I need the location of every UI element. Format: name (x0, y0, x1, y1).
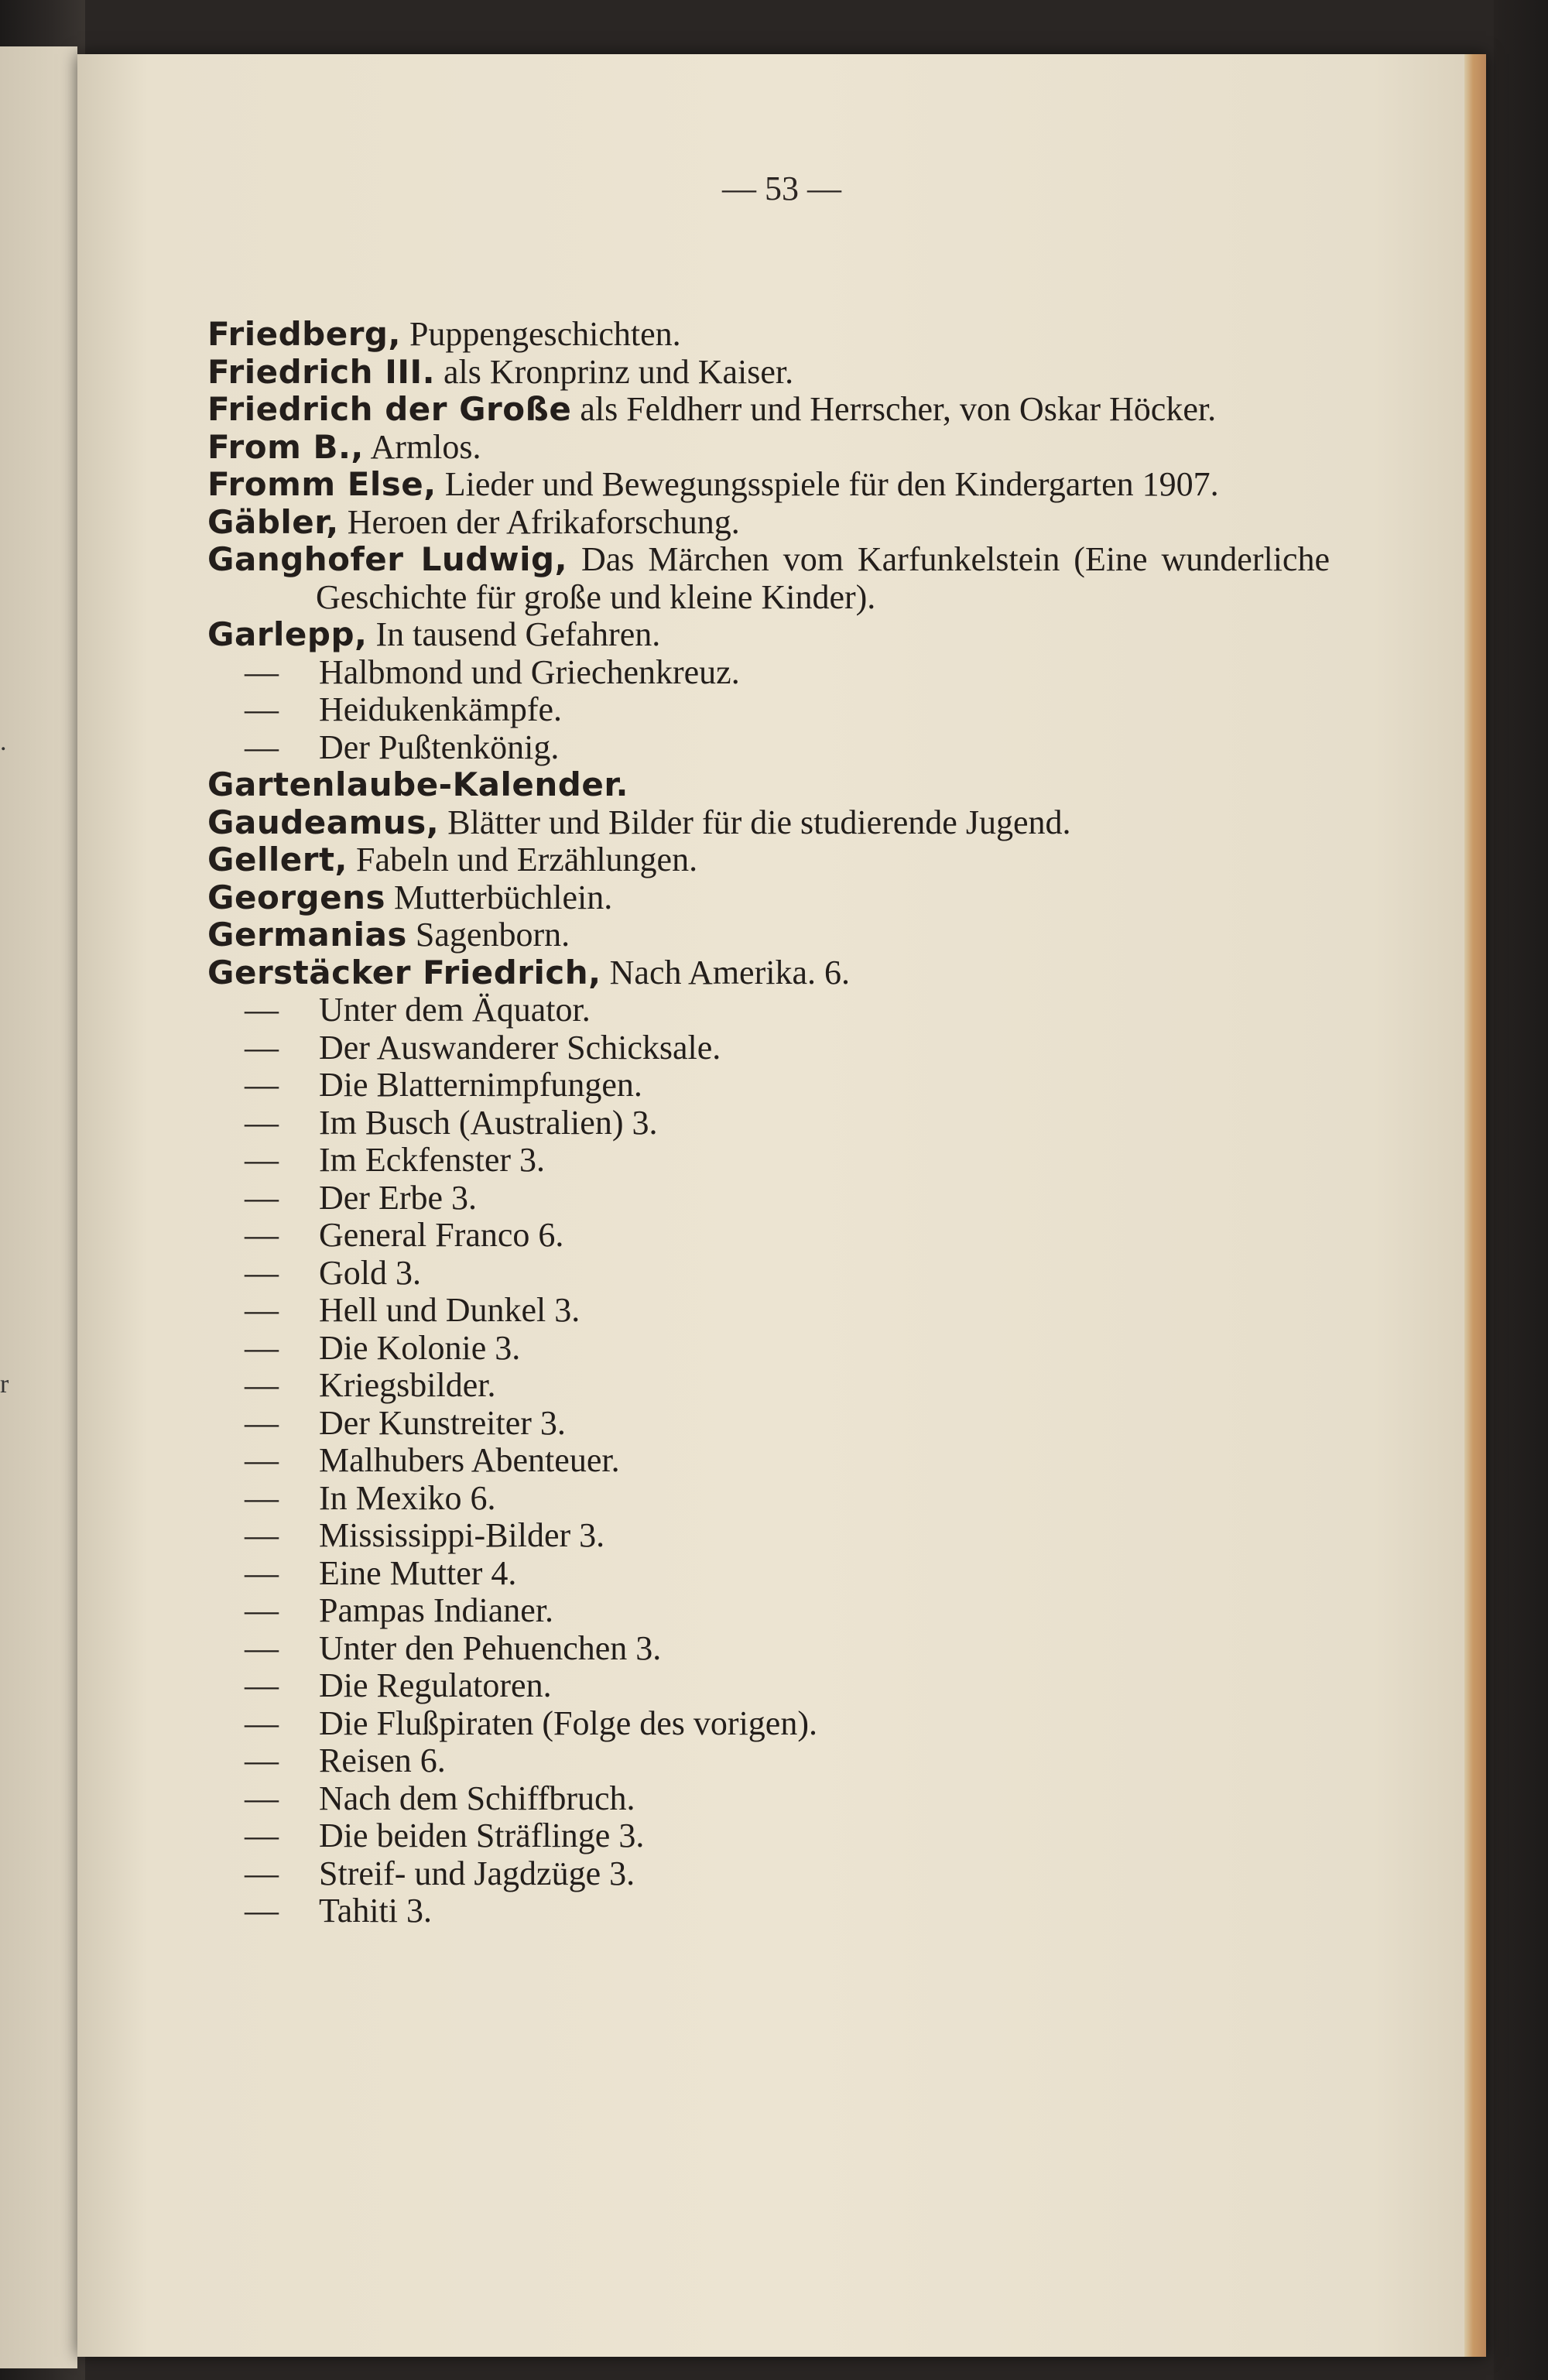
catalog-entry (207, 954, 1330, 992)
catalog-entry (207, 316, 1330, 354)
dash-mark: — (245, 991, 279, 1029)
entry-author: Gaudeamus, (207, 803, 440, 841)
sub-entry (207, 729, 1330, 767)
sub-entry (207, 1817, 1330, 1855)
dash-mark: — (245, 1478, 279, 1517)
sub-entry (207, 1892, 1330, 1930)
facing-page-mark: . (0, 728, 7, 756)
dash-mark: — (245, 1103, 279, 1142)
dash-mark: — (245, 1591, 279, 1629)
sub-entry-title: Im Eckfenster 3. (319, 1141, 545, 1179)
sub-entry-title: Streif- und Jagdzüge 3. (319, 1854, 635, 1892)
entry-title: Lieder und Bewegungsspiele für den Kindergarten 1907. (436, 465, 1219, 503)
entry-title: Nach Amerika. 6. (601, 953, 850, 991)
entry-title: Puppengeschichten. (400, 315, 681, 353)
sub-entry (207, 1592, 1330, 1630)
entry-title: Sagenborn. (406, 916, 570, 954)
sub-entry-title: Nach dem Schiffbruch. (319, 1779, 635, 1817)
dash-mark: — (245, 1141, 279, 1179)
catalog-entries (207, 316, 1330, 1930)
entry-title: Armlos. (363, 427, 481, 466)
entry-author: From B., (207, 427, 364, 466)
page-number: — 53 — (722, 170, 841, 207)
dash-mark: — (245, 1178, 279, 1217)
sub-entry-title: Tahiti 3. (319, 1892, 433, 1930)
entry-author: Ganghofer Ludwig, (207, 540, 568, 578)
entry-author: Gäbler, (207, 502, 339, 541)
sub-entry (207, 1367, 1330, 1405)
sub-entry-title: Hell und Dunkel 3. (319, 1291, 580, 1329)
entry-title: Heroen der Afrikaforschung. (338, 502, 740, 541)
sub-entry-title: Reisen 6. (319, 1741, 446, 1779)
sub-entry (207, 1029, 1330, 1067)
sub-entry-title: Der Auswanderer Schicksale. (319, 1028, 721, 1067)
sub-entry-title: Gold 3. (319, 1253, 421, 1292)
sub-entry (207, 1555, 1330, 1593)
gerstaecker-subentries (207, 991, 1330, 1930)
dash-mark: — (245, 1366, 279, 1404)
sub-entry-title: General Franco 6. (319, 1216, 564, 1254)
sub-entry (207, 1480, 1330, 1518)
entry-author: Friedberg, (207, 315, 401, 353)
sub-entry (207, 1104, 1330, 1142)
entry-title: Fabeln und Erzählungen. (347, 841, 698, 878)
entry-author: Georgens (207, 878, 385, 916)
entry-author: Friedrich III. (207, 352, 436, 391)
sub-entry (207, 1330, 1330, 1368)
dash-mark: — (245, 1553, 279, 1592)
facing-page-edge (0, 46, 77, 2368)
sub-entry (207, 1667, 1330, 1705)
book-page (77, 54, 1486, 2357)
entry-author: Gellert, (207, 841, 348, 878)
background-right (1494, 0, 1548, 2380)
entry-author: Germanias (207, 916, 407, 954)
sub-entry-title: Malhubers Abenteuer. (319, 1441, 620, 1479)
catalog-entry (207, 841, 1330, 879)
sub-entry-title: Unter dem Äquator. (319, 991, 591, 1029)
catalog-entry (207, 354, 1330, 392)
sub-entry-title: Der Pußtenkönig. (319, 728, 560, 766)
sub-entry-title: Der Kunstreiter 3. (319, 1403, 566, 1442)
sub-entry (207, 1292, 1330, 1330)
entry-title: Das Märchen vom Karfunkelstein (Eine wunderliche Geschichte für große und kleine Kinder). (316, 540, 1330, 616)
entry-title: Blätter und Bilder für die studierende Jugend. (439, 803, 1071, 841)
dash-mark: — (245, 1028, 279, 1067)
sub-entry (207, 1255, 1330, 1293)
catalog-entry (207, 804, 1330, 842)
sub-entry (207, 1405, 1330, 1443)
catalog-entry (207, 504, 1330, 542)
sub-entry-title: Pampas Indianer. (319, 1591, 554, 1629)
catalog-entry (207, 916, 1330, 954)
dash-mark: — (245, 690, 279, 728)
catalog-entry (207, 429, 1330, 467)
entry-author: Fromm Else, (207, 465, 437, 503)
sub-entry-title: Heidukenkämpfe. (319, 690, 562, 728)
sub-entry-title: Eine Mutter 4. (319, 1553, 517, 1592)
entry-title: Mutterbüchlein. (385, 878, 613, 916)
entry-author: Friedrich der Große (207, 390, 572, 428)
sub-entry-title: Die beiden Sträflinge 3. (319, 1817, 645, 1854)
catalog-entry (207, 541, 1330, 616)
catalog-entry (207, 879, 1330, 917)
entry-author: Gartenlaube-Kalender. (207, 765, 629, 803)
catalog-entry (207, 616, 1330, 654)
catalog-entry (207, 766, 1330, 804)
dash-mark: — (245, 1441, 279, 1479)
sub-entry (207, 1705, 1330, 1743)
catalog-entry (207, 466, 1330, 504)
sub-entry (207, 1780, 1330, 1818)
sub-entry (207, 1217, 1330, 1255)
page-edge (1464, 54, 1486, 2357)
dash-mark: — (245, 1291, 279, 1329)
sub-entry-title: Unter den Pehuenchen 3. (319, 1628, 662, 1667)
dash-mark: — (245, 1516, 279, 1554)
entry-title: als Feldherr und Herrscher, von Oskar Höcker. (571, 390, 1217, 428)
sub-entry (207, 1067, 1330, 1104)
dash-mark: — (245, 1741, 279, 1779)
dash-mark: — (245, 1817, 279, 1854)
sub-entry-title: Die Blatternimpfungen. (319, 1066, 642, 1104)
sub-entry-title: Die Flußpiraten (Folge des vorigen). (319, 1704, 817, 1742)
sub-entry-title: Die Regulatoren. (319, 1666, 552, 1704)
dash-mark: — (245, 1253, 279, 1292)
sub-entry (207, 991, 1330, 1029)
dash-mark: — (245, 1704, 279, 1742)
sub-entry (207, 1742, 1330, 1780)
sub-entry (207, 1630, 1330, 1668)
sub-entry-title: Kriegsbilder. (319, 1366, 496, 1404)
sub-entry (207, 1142, 1330, 1180)
dash-mark: — (245, 652, 279, 691)
dash-mark: — (245, 1779, 279, 1817)
dash-mark: — (245, 1403, 279, 1442)
dash-mark: — (245, 1666, 279, 1704)
sub-entry-title: Im Busch (Australien) 3. (319, 1103, 658, 1142)
entry-title: In tausend Gefahren. (367, 615, 661, 653)
catalog-entry (207, 391, 1330, 429)
sub-entry-title: Der Erbe 3. (319, 1178, 478, 1217)
dash-mark: — (245, 1854, 279, 1892)
sub-entry (207, 691, 1330, 729)
sub-entry (207, 1442, 1330, 1480)
dash-mark: — (245, 1328, 279, 1367)
sub-entry (207, 1855, 1330, 1893)
sub-entry (207, 1180, 1330, 1217)
entry-author: Gerstäcker Friedrich, (207, 953, 601, 991)
facing-page-mark: r (0, 1370, 9, 1399)
sub-entry (207, 1517, 1330, 1555)
entry-title: als Kronprinz und Kaiser. (435, 352, 794, 391)
dash-mark: — (245, 1216, 279, 1254)
dash-mark: — (245, 1066, 279, 1104)
sub-entry (207, 654, 1330, 692)
dash-mark: — (245, 1892, 279, 1930)
dash-mark: — (245, 1628, 279, 1667)
dash-mark: — (245, 728, 279, 766)
sub-entry-title: Mississippi-Bilder 3. (319, 1516, 605, 1554)
sub-entry-title: Die Kolonie 3. (319, 1328, 521, 1367)
sub-entry-title: Halbmond und Griechenkreuz. (319, 652, 740, 691)
entry-author: Garlepp, (207, 615, 368, 653)
garlepp-subentries (207, 654, 1330, 767)
sub-entry-title: In Mexiko 6. (319, 1478, 496, 1517)
